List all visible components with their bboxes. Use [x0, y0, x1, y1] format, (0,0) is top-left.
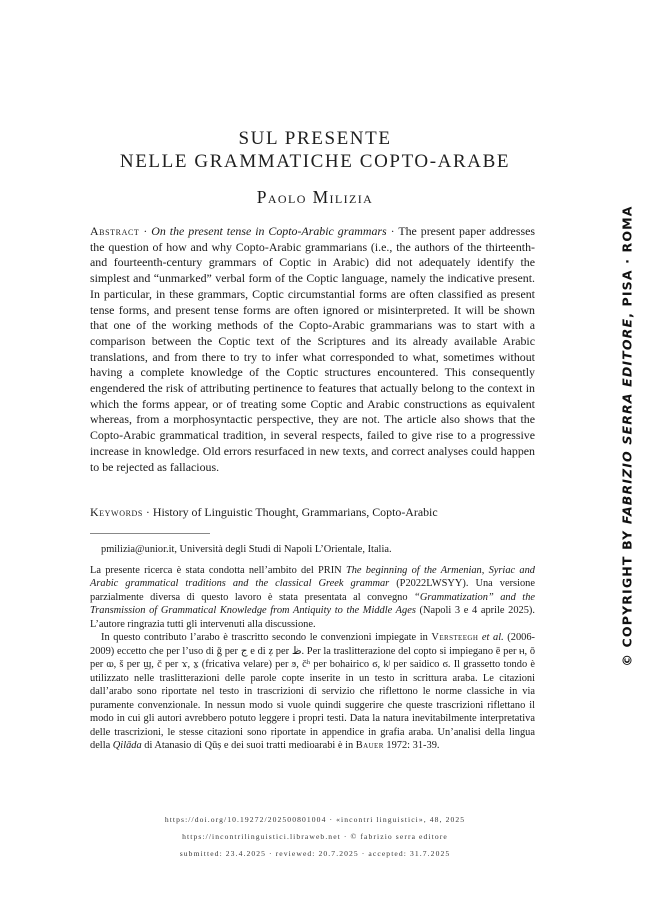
copyright-suffix: , PISA · ROMA	[619, 205, 635, 318]
copyright-sidebar	[620, 205, 635, 666]
author-name: Paolo Milizia	[256, 187, 374, 207]
note-translit-text-a: In questo contributo l’arabo è trascritto secondo le convenzioni impiegate in	[101, 632, 432, 643]
footnote-rule	[90, 533, 210, 534]
copyright-publisher: FABRIZIO SERRA EDITORE	[619, 317, 635, 525]
note-translit-text-b: (2006-2009) eccetto che per l’uso di ǧ per ج e di ẓ per ظ. Per la traslitterazione del copto si impiegano ē per ⲏ, ō per ⲱ, š per ϣ, č per ϫ, x̱ (fricativa velare) per ϧ, čʰ per bohairico ϭ, kʲ per saidico ϭ. Il grassetto tondo è utilizzato nelle traslitterazioni delle parole copte inserite in un testo in scrittura araba. Le citazioni dall’arabo sono riportate nel testo in trascrizioni di servizio che riflettono le norme classiche in via puramente convenzionale. In nessun modo si vuole quindi suggerire che queste trascrizioni riflettano il modo in cui gli autori avrebbero potuto leggere i propri testi. Data la natura inevitabilmente interpretativa delle trascrizioni, le stesse citazioni sono riportate in appendice in grafia araba. Un’analisi della lingua della	[90, 632, 536, 751]
article-title-line-2: NELLE GRAMMATICHE COPTO-ARABE	[119, 151, 511, 172]
keywords-label: Keywords	[90, 505, 143, 519]
abstract-english-title: On the present tense in Copto-Arabic grammars	[151, 224, 387, 238]
article-title-line-1: SUL PRESENTE	[238, 128, 392, 149]
footer-website-line: https://incontrilinguistici.libraweb.net · © fabrizio serra editore	[182, 832, 448, 841]
abstract-separator: ·	[139, 224, 152, 238]
abstract	[90, 224, 535, 475]
citation-bauer: Bauer	[355, 740, 384, 751]
qilada-title: Qilāda	[112, 740, 142, 751]
citation-et-al: et al.	[478, 632, 504, 643]
first-page-notes	[90, 543, 535, 753]
note-funding-text-b: (P2022LWSYY). Una versione parzialmente diversa di questo lavoro è stata presentata al convegno	[90, 578, 535, 603]
note-funding-text-c: (Napoli 3 e 4 aprile 2025). L’autore ringrazia tutti gli intervenuti alla discussione.	[90, 605, 535, 630]
note-translit-text-c: di Atanasio di Qūṣ e dei suoi tratti medioarabi è in	[141, 740, 356, 751]
abstract-separator-2: ·	[386, 224, 399, 238]
abstract-label: Abstract	[90, 224, 140, 238]
keywords-text: History of Linguistic Thought, Grammarians, Copto-Arabic	[152, 505, 438, 519]
note-funding	[90, 564, 535, 632]
prin-project-title: The beginning of the Armenian, Syriac and Arabic grammatical traditions and the classical Greek grammar	[90, 564, 535, 589]
copyright-prefix: © COPYRIGHT BY	[619, 524, 635, 667]
citation-versteegh: Versteegh	[431, 632, 479, 643]
author-affiliation: pmilizia@unior.it, Università degli Studi di Napoli L’Orientale, Italia.	[101, 544, 392, 555]
note-transliteration	[90, 631, 535, 753]
conference-title: “Grammatization” and the Transmission of Grammatical Knowledge from Antiquity to the Middle Ages	[90, 591, 535, 616]
note-funding-text-a: La presente ricerca è stata condotta nell’ambito del PRIN	[90, 564, 346, 576]
note-translit-text-d: 1972: 31-39.	[383, 740, 440, 751]
abstract-text: The present paper addresses the question of how and why Copto-Arabic grammarians (i.e., the authors of the thirteenth- and fourteenth-century grammars of Coptic in Arabic) did not adequately identify the simplest and “unmarked” verbal form of the Coptic language, namely the indicative present. In particular, in these grammars, Coptic circumstantial forms are often classified as present tense forms, and present tense forms are often ignored or misinterpreted. It will be shown that one of the working methods of the Copto-Arabic grammarians was to start with a comparison between the Coptic text of the Scriptures and its already available Arabic translations, and from there to try to infer what corresponded to what, sometimes without having a complete knowledge of the Coptic structures encountered. This consequently engendered the risk of attributing pertinence to features that actually belong to the context in which the forms appear, or of treating some Coptic and Arabic constructions as equivalent whereas, from a morphosyntactic perspective, they are not. The article also shows that the Copto-Arabic grammatical tradition, in several respects, failed to give rise to a progressive increase in knowledge. Old errors resurfaced in new texts, and correct analyses could happen to be rejected as fallacious.	[90, 224, 535, 474]
footer-dates-line: submitted: 23.4.2025 · reviewed: 20.7.2025 · accepted: 31.7.2025	[179, 849, 451, 858]
keywords-separator: ·	[142, 505, 153, 519]
keywords	[90, 505, 535, 521]
footer-doi-line: https://doi.org/10.19272/202500801004 · «incontri linguistici», 48, 2025	[164, 815, 466, 824]
